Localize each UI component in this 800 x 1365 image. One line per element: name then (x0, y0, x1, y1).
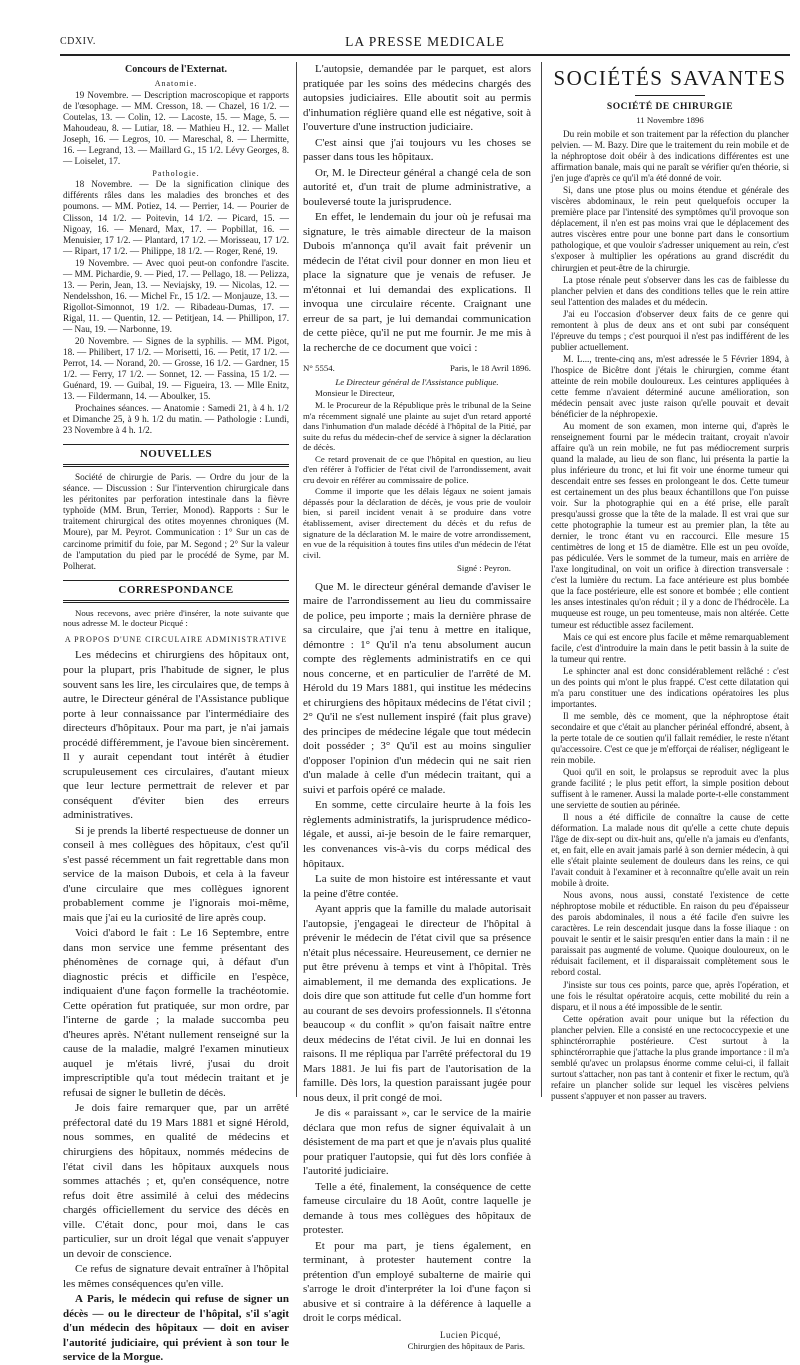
column-right (551, 62, 789, 1101)
correspondance-intro: Nous recevons, avec prière d'insérer, la note suivante que nous adresse M. le docteur Picqué : (63, 607, 289, 629)
article-paragraph: A Paris, le médecin qui refuse de signer un décès — ou le directeur de l'hôpital, s'il s'agit d'un médecin des hôpitaux — doit en aviser l'autorité judiciaire, qui prévient à son tour le service de la Morgue. (63, 1293, 289, 1364)
section-title: SOCIÉTÉS SAVANTES (553, 66, 787, 90)
society-name: SOCIÉTÉ DE CHIRURGIE (606, 102, 734, 113)
page-header (60, 34, 790, 52)
session-date: 11 Novembre 1896 (636, 114, 704, 125)
anatomie-label: Anatomie. (154, 79, 198, 88)
article-paragraph: J'ai eu l'occasion d'observer deux faits de ce genre qui remontent à plus de deux ans et ont subi par conséquent l'épreuve du temps ; c'est pourquoi il n'est pas indifférent de les publier actuellement. (551, 308, 789, 352)
circulaire-heading: A PROPOS D'UNE CIRCULAIRE ADMINISTRATIVE (64, 634, 288, 644)
article-paragraph: Si, dans une ptose plus ou moins étendue et générale des viscères abdominaux, le rein peut quelquefois occuper la première place par l'intensité des symptômes qu'il provoque son déplacement, il n'en est pas moins vrai que le déplacement des autres viscères entre pour une bonne part dans le consortium pathologique, et que vouloir s'adresser uniquement au rein, c'est s'exposer à multiplier les opérations au grand discrédit du chirurgien et peut-être de la chirurgie. (551, 185, 789, 273)
article-paragraph: Ayant appris que la famille du malade autorisait l'autopsie, j'engageai le directeur de l'hôpital à prévenir le médecin de l'état civil que sa présence n'était plus nécessaire. Heureusement, ce dernier ne put être prévenu à temps et vint à l'hôpital. Très aimablement, il me demanda des explications. Je dois dire que son attitude fut celle d'un homme fort au courant de ses devoirs professionnels. Il s'étonna beaucoup « du conflit » qu'on faisait naître entre deux médecins de l'état civil. Je lui en donnai les raisons. Il me répliqua par l'arrêté préfectoral du 19 Mars 1881. Je lui fis part de l'autorisation de la famille. Dès lors, la question paraissant jugée pour nous deux, il prit congé de moi. (303, 903, 531, 1104)
article-paragraph: L'autopsie, demandée par le parquet, est alors pratiquée par les soins des médecins chargés des autopsies judiciaires. Elle aboutit soit au permis d'inhumation réglière quand elle est négative, soit à l'ouverture d'une instruction judiciaire. (303, 63, 531, 134)
prochaines-seances: Prochaines séances. — Anatomie : Samedi 21, à 4 h. 1/2 et Dimanche 25, à 9 h. 1/2 du matin. — Pathologie : Lundi, 23 Novembre à 4 h. 1/2. (63, 403, 289, 436)
article-paragraph: En somme, cette circulaire heurte à la fois les règlements administratifs, la jurisprudence médico-légale, et aussi, ai-je besoin de le faire remarquer, les convenances vis-à-vis du corps médical des hôpitaux. (303, 799, 531, 870)
article-paragraph: C'est ainsi que j'ai toujours vu les choses se passer dans tous les hôpitaux. (303, 136, 531, 164)
article-paragraph: La suite de mon histoire est intéressante et vaut la peine d'être contée. (303, 873, 531, 900)
document-paragraph: Ce retard provenait de ce que l'hôpital en question, au lieu d'en référer à l'officier de l'état civil de l'arrondissement, avait cru devoir en référer au commissaire de police. (303, 453, 531, 485)
document-paragraph: M. le Procureur de la République près le tribunal de la Seine m'a récemment signalé une plainte au sujet d'un retard apporté dans l'inhumation d'un malade décédé à l'hôpital de la Pitié, par suite du refus du médecin-chef de service à signer la déclaration de décès. (303, 399, 531, 453)
nouvelles-heading: NOUVELLES (63, 444, 289, 467)
concours-title: Concours de l'Externat. (125, 64, 227, 75)
pathologie-results: 20 Novembre. — Signes de la syphilis. — MM. Pigot, 18. — Philibert, 17 1/2. — Morisetti, 16. — Petit, 17 1/2. — Perrot, 14. — Norand, 20. — Grosse, 16 1/2. — Gardner, 15 1/2. — Ferry, 17 1/2. — Sonnet, 12. — Fassina, 15 1/2. — Guénard, 19. — Guibal, 19. — Figueira, 13. — Mlle Enitz, 13. — Fildermann, 14. — Aboulker, 15. (63, 335, 289, 401)
document-paragraph: Comme il importe que les délais légaux ne soient jamais dépassés pour la déclaration de décès, je vous prie de vouloir bien, si pareil incident venait à se produire dans votre établissement, aviser directement du décès et du refus de signature de la déclaration M. le maire de votre arrondissement, en vue de la réquisition à toutes fins utiles d'un médecin de l'état civil. (303, 486, 531, 560)
article-paragraph: M. L..., trente-cinq ans, m'est adressée le 5 Février 1894, à l'hospice de Bicêtre dont j'étais le chirurgien, comme étant atteinte de rein mobile douloureux. Les ceintures appliquées à cette femme n'avaient déterminé aucune amélioration, son médecin pensait avec juste raison qu'elle pouvait et devait bénéficier de la néphropexie. (551, 353, 789, 419)
column-left (63, 62, 289, 1364)
article-paragraph: Je dis « paraissant », car le service de la mairie déclara que mon refus de signer équivalait à un désistement de ma part et que je n'avais plus qualité pour pratiquer l'autopsie, qui fut dès lors confiée à l'autorité judiciaire. (303, 1107, 531, 1178)
article-paragraph: Telle a été, finalement, la conséquence de cette fameuse circulaire du 18 Août, contre laquelle je demande à tous mes collègues des hôpitaux de protester. (303, 1180, 531, 1237)
journal-title: LA PRESSE MEDICALE (345, 34, 505, 49)
document-number: N° 5554. (303, 363, 335, 374)
page-number: CDXIV. (60, 36, 96, 47)
nouvelles-text: Société de chirurgie de Paris. — Ordre du jour de la séance. — Discussion : Sur l'intervention chirurgicale dans les péritonites par perforation intestinale dans la fièvre typhoïde (MM. Brun, Terrier, Monod). Rapports : Sur le traitement chirurgical des otites moyennes chroniques (M. Moure), par M. Peyrot. Communication : 1° Sur un cas de carcinome primitif du foie, par M. Segond ; 2° Sur la valeur de l'amputation du pied par le procédé de Syme, par M. Polherat. (63, 472, 289, 571)
article-paragraph: Les médecins et chirurgiens des hôpitaux ont, pour la plupart, pris l'habitude de signer, le plus souvent sans les lire, les circulaires que, de temps à autre, le Directeur général de l'Assistance publique porte à leur connaissance par l'intermédiaire des directeurs d'hôpitaux. Pour ma part, je n'ai jamais procédé différemment, je l'avoue bien sincèrement. Il y aurait cependant tout intérêt à étudier scrupuleusement ces circulaires, d'autant mieux que leur lecture permettrait de relever et par conséquent d'éviter bien des erreurs administratives. (63, 649, 289, 822)
article-paragraph: Au moment de son examen, mon interne qui, d'après le renseignement fourni par le médecin traitant, croyait n'avoir affaire qu'à un rein mobile, ne fut pas médiocrement surpris quand la malade, au lieu de son flanc, lui présenta la partie la plus inférieure du tronc, et lui fit voir une énorme tumeur qui descendait entre ses fesses en prolongeant le dos. Cette tumeur est certainement un des plus beaux échantillons que l'on puisse voir. Sur la photographie qui en a été prise, elle paraît presqu'aussi grosse que la tête de la malade. Il est vrai que sur cette photographie la tumeur est au premier plan, la tête au dernier, le tronc étant vu en raccourci. Elle mesure 15 centimètres de long et 15 de diamètre. Elle est un peu ovoïde, pas pédiculée. Vers le sommet de la tumeur, mais en arrière de l'axe longitudinal, on voit un orifice à direction transversale : c'est la lumière du rectum. La face antérieure est plus bombée que la face postérieure, elle est sonore et bombée ; elle contient les anses intestinales qu'on réduit ; il y a donc de l'hédrocèle. La muqueuse est rouge, un peu tomenteuse, mais non altérée. Cette tumeur est réductible assez facilement. (551, 420, 789, 630)
article-paragraph: Or, M. le Directeur général a changé cela de son autorité et, d'un trait de plume administrative, a bouleversé toute la jurisprudence. (303, 166, 531, 208)
article-paragraph: Cette opération avait pour unique but la réfection du plancher pelvien. Elle a consisté en une rectococcypexie et une sphinctérorraphie postérieure. C'est surtout à la sphinctérorraphie que j'attache la plus grande importance : il m'a semblé qu'avec un prolapsus énorme comme celui-ci, il fallait surtout s'attacher, non pas tant à contenir et fixer le rectum, qu'à refaire un plancher solide sur lequel les viscères pelviens pussent s'appuyer et non passer au travers. (551, 1013, 789, 1101)
document-signature: Signé : Peyron. (456, 563, 511, 574)
section-rule (635, 95, 705, 96)
article-paragraph: Le sphincter anal est donc considérablement relâché : c'est un des points qui m'ont le plus frappé. C'est cette dilatation qui m'a paru constituer une des indications opératoires les plus importantes. (551, 665, 789, 709)
pathologie-label: Pathologie. (152, 168, 200, 178)
article-paragraph: Nous avons, nous aussi, constaté l'existence de cette néphroptose mobile et réductible. En raison du peu d'épaisseur des parois abdominales, il nous a été facile d'en suivre les caractères. Le rein descendait jusque dans la fosse iliaque : on pouvait le sentir et le saisir presqu'en entier dans la main : il ne paraissait pas augmenté de volume. Quoique douloureux, on le réduisait facilement, et il disparaissait complètement sous le rebord costal. (551, 890, 789, 978)
article-paragraph: Ce refus de signature devait entraîner à l'hôpital les mêmes conséquences qu'en ville. (63, 1263, 289, 1290)
article-paragraph: Il nous a été difficile de connaître la cause de cette déformation. La malade nous dit qu'elle a cette chute depuis l'âge de dix-sept ou dix-huit ans, qu'elle n'a jamais eu d'enfants, et, en fait, elle en avait jamais parlé à son dernier médecin, à qui elle s'était plainte seulement de douleurs dans les reins, ce qui l'avait conduit à l'examiner et à reconnaître qu'elle avait un rein mobile à droite. (551, 812, 789, 889)
article-paragraph: Et pour ma part, je tiens également, en terminant, à protester hautement contre la prétention d'un employé subalterne de mairie qui s'arroge le droit d'interpréter la loi d'une façon si abusive et si contraire à la déférence à laquelle a droit le corps médical. (303, 1239, 531, 1325)
pathologie-results: 19 Novembre. — Avec quoi peut-on confondre l'ascite. — MM. Pichardie, 9. — Pied, 17. — Pellago, 18. — Pelizza, 13. — Perin, Jean, 13. — Neviajsky, 19. — Nicolas, 12. — Nendelsshon, 16. — Michel Fr., 15 1/2. — Monjauze, 13. — Rigollot-Simonnot, 19 1/2. — Ribadeau-Dumas, 17. — Rigal, 11. — Quentin, 12. — Petitjean, 14. — Phillipon, 17. — Nau, 19. — Narbonne, 19. (63, 257, 289, 334)
anatomie-results: 19 Novembre. — Description macroscopique et rapports de l'œsophage. — MM. Cresson, 18. — Chazel, 16 1/2. — Coutelas, 13. — Colin, 12. — Lacoste, 15. — Mage, 5. — Mahoudeau, 8. — Lutiar, 18. — Mathieu H., 12. — Mallet Joseph, 16. — Legros, 10. — Mareschal, 8. — Lhermitte, 16. — Legrand, 13. — Maillard G., 15 1/2. Lévy Georges, 8. — Loiselet, 17. (63, 89, 289, 166)
article-paragraph: En effet, le lendemain du jour où je refusai ma signature, le très aimable directeur de la maison Dubois m'annonça qu'il avait fait prévenir un médecin de l'état civil pour donner en mon lieu et place la signature que je venais de refuser. Je m'étonnai et lui demandai des explications. Il invoqua une circulaire récente. Craignant une erreur de sa part, je lui demandai communication de cette pièce, qu'il ne put me fournir. Je me mis à la recherche de ce document que voici : (303, 211, 531, 354)
column-divider (296, 62, 297, 1097)
document-heading: Le Directeur général de l'Assistance publique. (335, 376, 499, 387)
article-paragraph: Voici d'abord le fait : Le 16 Septembre, entre dans mon service une femme présentant des phénomènes de cornage qui, à défaut d'un diagnostic précis et difficile en l'espèce, indiquaient d'une façon formelle la trachéotomie. Cette opération fut pratiquée, sur mon ordre, par l'interne de garde ; la malade succomba peu d'heures après. N'étant nullement renseigné sur la cause de la maladie, malgré l'examen minutieux auquel je m'étais livré, j'usai du droit imprescriptible qu'a tout médecin traitant et je refusai de signer le bulletin de décès. (63, 927, 289, 1099)
article-paragraph: Quoi qu'il en soit, le prolapsus se reproduit avec la plus grande facilité ; le plus petit effort, la simple position debout suffisent à le ramener. Aussi la malade porte-t-elle constamment une serviette de soutien au périnée. (551, 766, 789, 810)
article-paragraph: Il me semble, dès ce moment, que la néphroptose était secondaire et que c'était au plancher périnéal effondré, absent, à la perte totale de ce soutien qu'il fallait remédier, le reste n'étant qu'accessoire. C'est ce que je m'efforçai de réaliser, négligeant le rein mobile. (551, 710, 789, 765)
column-middle (303, 62, 531, 1351)
article-paragraph: Que M. le directeur général demande d'aviser le maire de l'arrondissement au lieu du commissaire de police, peu importe ; mais la dernière phrase de sa circulaire, que j'ai tenu à mettre en italique, démontre : 1° Qu'il n'a tenu absolument aucun compte des règlements administratifs en ce qui nous concerne, et en particulier de l'arrêté de M. Hérold du 19 Mars 1881, qui institue les médecins et chirurgiens des hôpitaux médecins de l'état civil ; 2° Qu'il ne s'est nullement inspiré (fait plus grave) des principes de médecine légale que tout médecin doit posséder ; 3° Qu'il est au moins singulier d'opposer l'opinion d'un médecin qui ne sait rien d'un malade à celle d'un médecin traitant, qui a suivi et parfois opéré ce malade. (303, 580, 531, 796)
article-paragraph: Du rein mobile et son traitement par la réfection du plancher pelvien. — M. Bazy. Dire que le traitement du rein mobile et de la néphroptose doit obéir à des indications différentes est une affirmation banale, mais qui ne paraît se vérifier qu'en théorie, si j'en juge d'après ce qu'il m'a été donné de voir. (551, 129, 789, 184)
header-rule (60, 54, 790, 56)
article-paragraph: Je dois faire remarquer que, par un arrêté préfectoral daté du 19 Mars 1881 et signé Hérold, nous sommes, en qualité de médecins et chirurgiens des hôpitaux, nommés médecins de l'état civil dans les hôpitaux auxquels nous sommes attachés ; et, qu'en conséquence, notre refus doit être assimilé à celui des médecins chargés officiellement du service des décès en ville. C'était donc, pour moi, dans le cas particulier, sur un droit légal que venait s'appuyer un devoir de conscience. (63, 1102, 289, 1260)
author-signature: Lucien Picqué, (440, 1330, 501, 1340)
article-paragraph: La ptose rénale peut s'observer dans les cas de faiblesse du plancher pelvien et dans des conditions telles que le rein attire seul l'attention des malades et du médecin. (551, 274, 789, 307)
article-paragraph: J'insiste sur tous ces points, parce que, après l'opération, et une fois le résultat opératoire acquis, cette mobilité du rein a disparu, et il nous a été impossible de le sentir. (551, 979, 789, 1012)
document-salutation: Monsieur le Directeur, (315, 388, 395, 399)
article-paragraph: Mais ce qui est encore plus facile et même remarquablement facile, c'est d'introduire la main dans le petit bassin à la suite de la tumeur qui rentre. (551, 631, 789, 664)
document-date: Paris, le 18 Avril 1896. (450, 363, 531, 374)
author-title: Chirurgien des hôpitaux de Paris. (407, 1340, 525, 1351)
correspondance-heading: CORRESPONDANCE (63, 580, 289, 603)
article-paragraph: Si je prends la liberté respectueuse de donner un conseil à mes collègues des hôpitaux, c'est qu'il s'est passé récemment un fait regrettable dans mon service de la maison Dubois, et cela à la faveur d'une circulaire que mes collègues ignorent probablement comme je l'ignorais moi-même, mais que j'ai eu la curiosité de lire après coup. (63, 824, 289, 924)
column-divider (541, 62, 542, 1097)
pathologie-results: 18 Novembre. — De la signification clinique des différents râles dans les maladies des bronches et des poumons. — MM. Potiez, 14. — Perrier, 14. — Pourier de Clisson, 14 1/2. — Poitevin, 14 1/2. — Picard, 15. — Nigoay, 16. — Menard, Max, 17. — Popbillat, 16. — Menuisier, 17 1/2. — Plantard, 17 1/2. — Morisseau, 17 1/2. — Ripart, 17 1/2. — Philippe, 18 1/2. — Roger, René, 19. (63, 179, 289, 256)
